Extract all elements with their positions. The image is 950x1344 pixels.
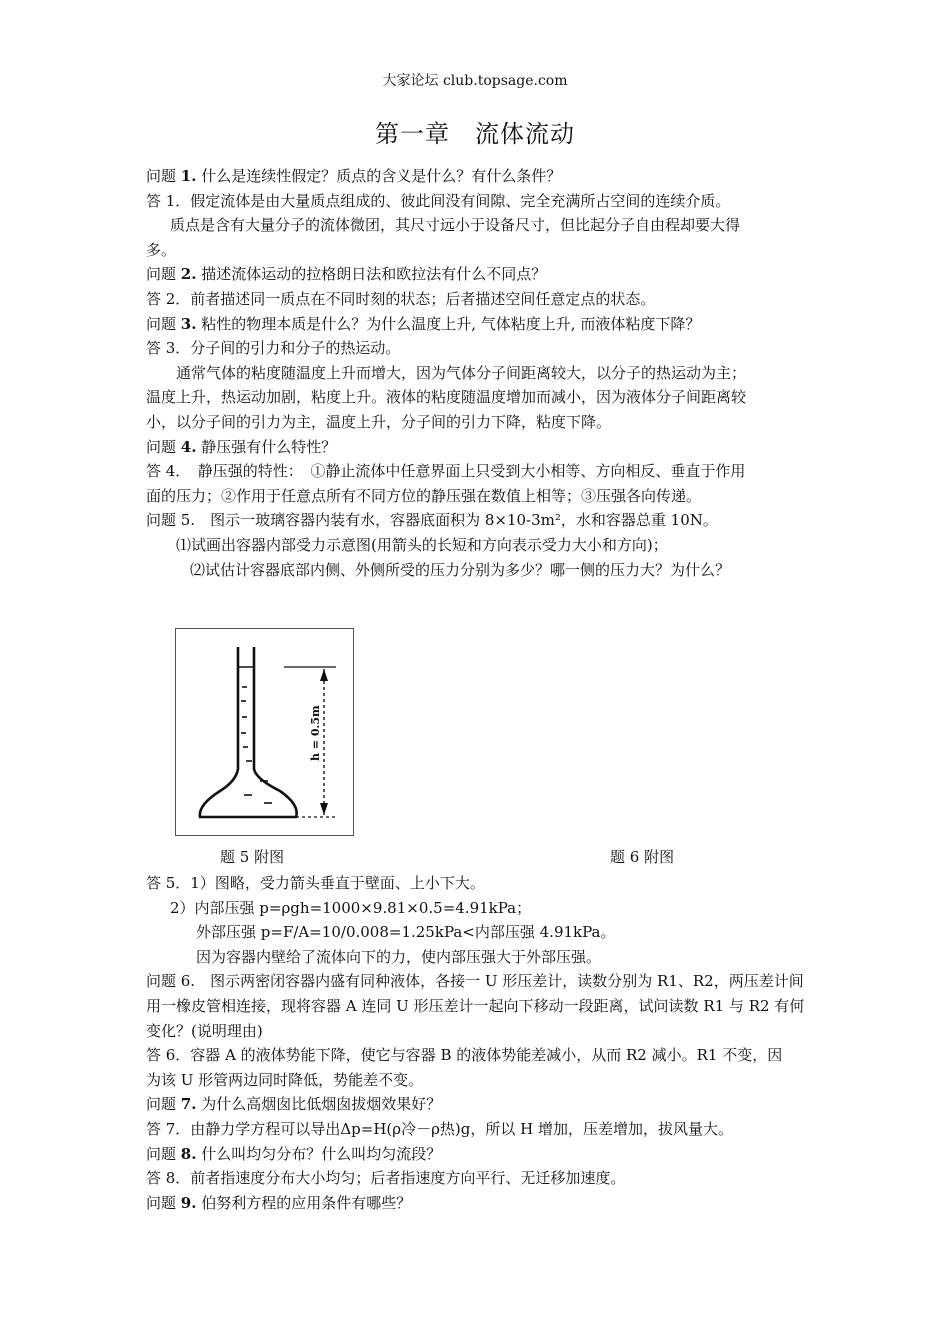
- content-bottom: [146, 871, 810, 1215]
- q-label: 问题: [146, 1144, 177, 1163]
- q-number: 1.: [180, 167, 197, 185]
- page-header: 大家论坛 club.topsage.com: [382, 73, 568, 89]
- question-9: [146, 1191, 810, 1216]
- answer-7: 答 7．由静力学方程可以导出Δp=H(ρ冷－ρ热)g，所以 H 增加，压差增加，拔风量大。: [146, 1119, 733, 1138]
- answer-1-cont: 多。: [146, 240, 177, 259]
- question-4: [146, 435, 810, 460]
- caption-fig6: 题 6 附图: [610, 848, 675, 866]
- answer-4: 答 4． 静压强的特性： ①静止流体中任意界面上只受到大小相等、方向相反、垂直于作用: [146, 462, 746, 481]
- answer-5-outer: 外部压强 p=F/A=10/0.008=1.25kPa<内部压强 4.91kPa。: [196, 923, 616, 942]
- q-number: 8.: [180, 1144, 197, 1163]
- answer-6-cont: 为该 U 形管两边同时降低，势能差不变。: [146, 1070, 424, 1089]
- q-number: 2.: [180, 265, 197, 284]
- q-text: 静压强有什么特性？: [201, 437, 337, 456]
- q-text: 什么是连续性假定？质点的含义是什么？有什么条件？: [201, 167, 562, 185]
- height-label: h = 0.5m: [309, 705, 322, 761]
- q-label: 问题: [146, 1095, 177, 1114]
- question-3: [146, 312, 810, 337]
- question-8: [146, 1142, 810, 1167]
- figure-5-flask: [175, 628, 354, 836]
- question-5-part1: ⑴试画出容器内部受力示意图(用箭头的长短和方向表示受力大小和方向)；: [176, 535, 668, 554]
- question-7: [146, 1092, 810, 1117]
- q-label: 问题: [146, 167, 177, 185]
- q-number: 9.: [180, 1193, 197, 1212]
- answer-3-cont: 通常气体的粘度随温度上升而增大，因为气体分子间距离较大，以分子的热运动为主；: [176, 363, 747, 382]
- q-text: 伯努利方程的应用条件有哪些？: [201, 1193, 412, 1212]
- q-number: 4.: [180, 437, 197, 456]
- answer-2: 答 2．前者描述同一质点在不同时刻的状态；后者描述空间任意定点的状态。: [146, 289, 656, 308]
- q-label: 问题: [146, 437, 177, 456]
- dim-arrow-top: [320, 669, 328, 681]
- q-text: 描述流体运动的拉格朗日法和欧拉法有什么不同点？: [201, 265, 547, 284]
- question-6: 问题 6. 图示两密闭容器内盛有同种液体，各接一 U 形压差计，读数分别为 R1、R2，两压差计间: [146, 972, 804, 991]
- q-number: 3.: [180, 314, 197, 333]
- q-label: 问题: [146, 1193, 177, 1212]
- answer-8: 答 8．前者指速度分布大小均匀；后者指速度方向平行、无迁移加速度。: [146, 1169, 626, 1188]
- content-top: [146, 164, 810, 582]
- flask-diagram: [176, 629, 353, 835]
- question-6-cont: 用一橡皮管相连接，现将容器 A 连同 U 形压差计一起向下移动一段距离，试问读数 R1 与 R2 有何: [146, 996, 805, 1015]
- answer-4-cont: 面的压力；②作用于任意点所有不同方位的静压强在数值上相等；③压强各向传递。: [146, 486, 702, 505]
- water-marks: [241, 687, 272, 803]
- caption-fig5: 题 5 附图: [220, 848, 285, 866]
- dim-arrow-bottom: [320, 803, 328, 815]
- flask-outline: [200, 647, 297, 817]
- answer-5: 答 5．1）图略，受力箭头垂直于壁面、上小下大。: [146, 874, 485, 892]
- question-6-cont: 变化？(说明理由): [146, 1021, 263, 1040]
- answer-3: 答 3．分子间的引力和分子的热运动。: [146, 339, 401, 358]
- q-text: 粘性的物理本质是什么？为什么温度上升, 气体粘度上升, 而液体粘度下降？: [201, 314, 701, 333]
- answer-1-cont: 质点是含有大量分子的流体微团，其尺寸远小于设备尺寸，但比起分子自由程却要大得: [170, 216, 741, 235]
- q-label: 问题: [146, 265, 177, 284]
- q-label: 问题: [146, 314, 177, 333]
- q-number: 7.: [180, 1095, 197, 1114]
- chapter-title: 第一章 流体流动: [375, 120, 575, 148]
- question-1: [146, 164, 810, 189]
- question-2: [146, 262, 810, 287]
- answer-1: 答 1．假定流体是由大量质点组成的、彼此间没有间隙、完全充满所占空间的连续介质。: [146, 191, 731, 210]
- question-5-part2: ⑵试估计容器底部内侧、外侧所受的压力分别为多少？哪一侧的压力大？为什么？: [190, 560, 731, 579]
- answer-5-reason: 因为容器内壁给了流体向下的力，使内部压强大于外部压强。: [196, 947, 602, 966]
- q-text: 为什么高烟囱比低烟囱拔烟效果好？: [201, 1095, 442, 1114]
- question-5: 问题 5. 图示一玻璃容器内装有水，容器底面积为 8×10-3m²，水和容器总重 10N。: [146, 511, 718, 530]
- answer-3-cont: 小，以分子间的引力为主，温度上升，分子间的引力下降，粘度下降。: [146, 412, 612, 431]
- answer-6: 答 6．容器 A 的液体势能下降，使它与容器 B 的液体势能差减小，从而 R2 减小。R1 不变，因: [146, 1046, 783, 1065]
- answer-5-part2: 2）内部压强 p=ρgh=1000×9.81×0.5=4.91kPa；: [170, 898, 532, 917]
- q-text: 什么叫均匀分布？什么叫均匀流段？: [201, 1144, 442, 1163]
- answer-3-cont: 温度上升，热运动加剧，粘度上升。液体的粘度随温度增加而减小，因为液体分子间距离较: [146, 388, 747, 407]
